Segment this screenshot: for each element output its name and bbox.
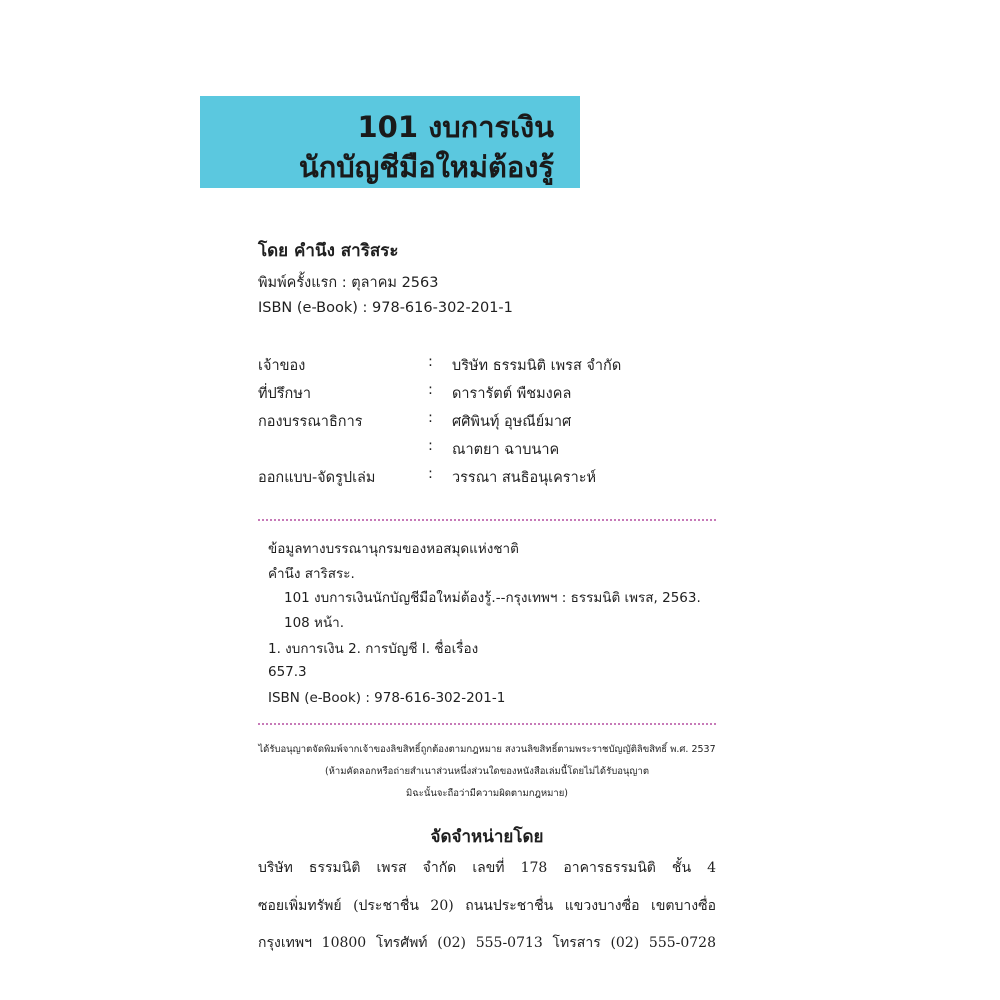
- isbn-line: ISBN (e-Book) : 978-616-302-201-1: [258, 300, 513, 316]
- cip-subjects: 1. งบการเงิน 2. การบัญชี I. ชื่อเรื่อง: [268, 641, 479, 657]
- divider-bottom: [258, 723, 716, 725]
- staff-label: เจ้าของ: [258, 358, 306, 374]
- book-title-line-2: นักบัญชีมือใหม่ต้องรู้: [298, 150, 554, 184]
- staff-label: ออกแบบ-จัดรูปเล่ม: [258, 470, 376, 486]
- first-print-line: พิมพ์ครั้งแรก : ตุลาคม 2563: [258, 275, 439, 291]
- staff-colon: :: [428, 466, 433, 482]
- legal-line-2: (ห้ามคัดลอกหรือถ่ายสำเนาส่วนหนึ่งส่วนใดของหนังสือเล่มนี้โดยไม่ได้รับอนุญาต: [324, 766, 650, 777]
- cip-author: คำนึง สาริสระ.: [268, 566, 355, 582]
- staff-value: ดารารัตต์ พืชมงคล: [452, 386, 572, 402]
- staff-label: ที่ปรึกษา: [258, 386, 312, 402]
- staff-value: บริษัท ธรรมนิติ เพรส จำกัด: [452, 358, 622, 374]
- cip-pages: 108 หน้า.: [284, 615, 345, 631]
- title-box: [200, 96, 580, 188]
- book-title-line-1: 101 งบการเงิน: [357, 110, 554, 144]
- staff-colon: :: [428, 382, 433, 398]
- legal-line-3: มิฉะนั้นจะถือว่ามีความผิดตามกฎหมาย): [406, 788, 568, 799]
- distribution-line-3: กรุงเทพฯ 10800 โทรศัพท์ (02) 555-0713 โทรสาร (02) 555-0728: [258, 935, 716, 951]
- staff-colon: :: [428, 438, 433, 454]
- staff-value: วรรณา สนธิอนุเคราะห์: [452, 470, 597, 486]
- distribution-heading: จัดจำหน่ายโดย: [430, 827, 544, 847]
- staff-value: ศศิพินทุ์ อุษณีย์มาศ: [452, 414, 572, 430]
- staff-colon: :: [428, 354, 433, 370]
- cip-isbn: ISBN (e-Book) : 978-616-302-201-1: [268, 690, 506, 706]
- staff-label: กองบรรณาธิการ: [258, 414, 363, 430]
- staff-value: ณาตยา ฉาบนาค: [452, 442, 560, 458]
- author-line: โดย คำนึง สาริสระ: [258, 241, 399, 261]
- cip-heading: ข้อมูลทางบรรณานุกรมของหอสมุดแห่งชาติ: [268, 541, 519, 557]
- divider-top: [258, 519, 716, 521]
- cip-class-number: 657.3: [268, 664, 307, 680]
- legal-line-1: ได้รับอนุญาตจัดพิมพ์จากเจ้าของลิขสิทธิ์ถูกต้องตามกฎหมาย สงวนลิขสิทธิ์ตามพระราชบัญญัติลิขสิทธิ์ พ.ศ. 2537: [258, 744, 716, 755]
- cip-title-entry: 101 งบการเงินนักบัญชีมือใหม่ต้องรู้.--กรุงเทพฯ : ธรรมนิติ เพรส, 2563.: [284, 590, 701, 606]
- staff-colon: :: [428, 410, 433, 426]
- distribution-line-2: ซอยเพิ่มทรัพย์ (ประชาชื่น 20) ถนนประชาชื่น แขวงบางซื่อ เขตบางซื่อ: [258, 898, 716, 914]
- distribution-line-1: บริษัท ธรรมนิติ เพรส จำกัด เลขที่ 178 อาคารธรรมนิติ ชั้น 4: [258, 860, 716, 876]
